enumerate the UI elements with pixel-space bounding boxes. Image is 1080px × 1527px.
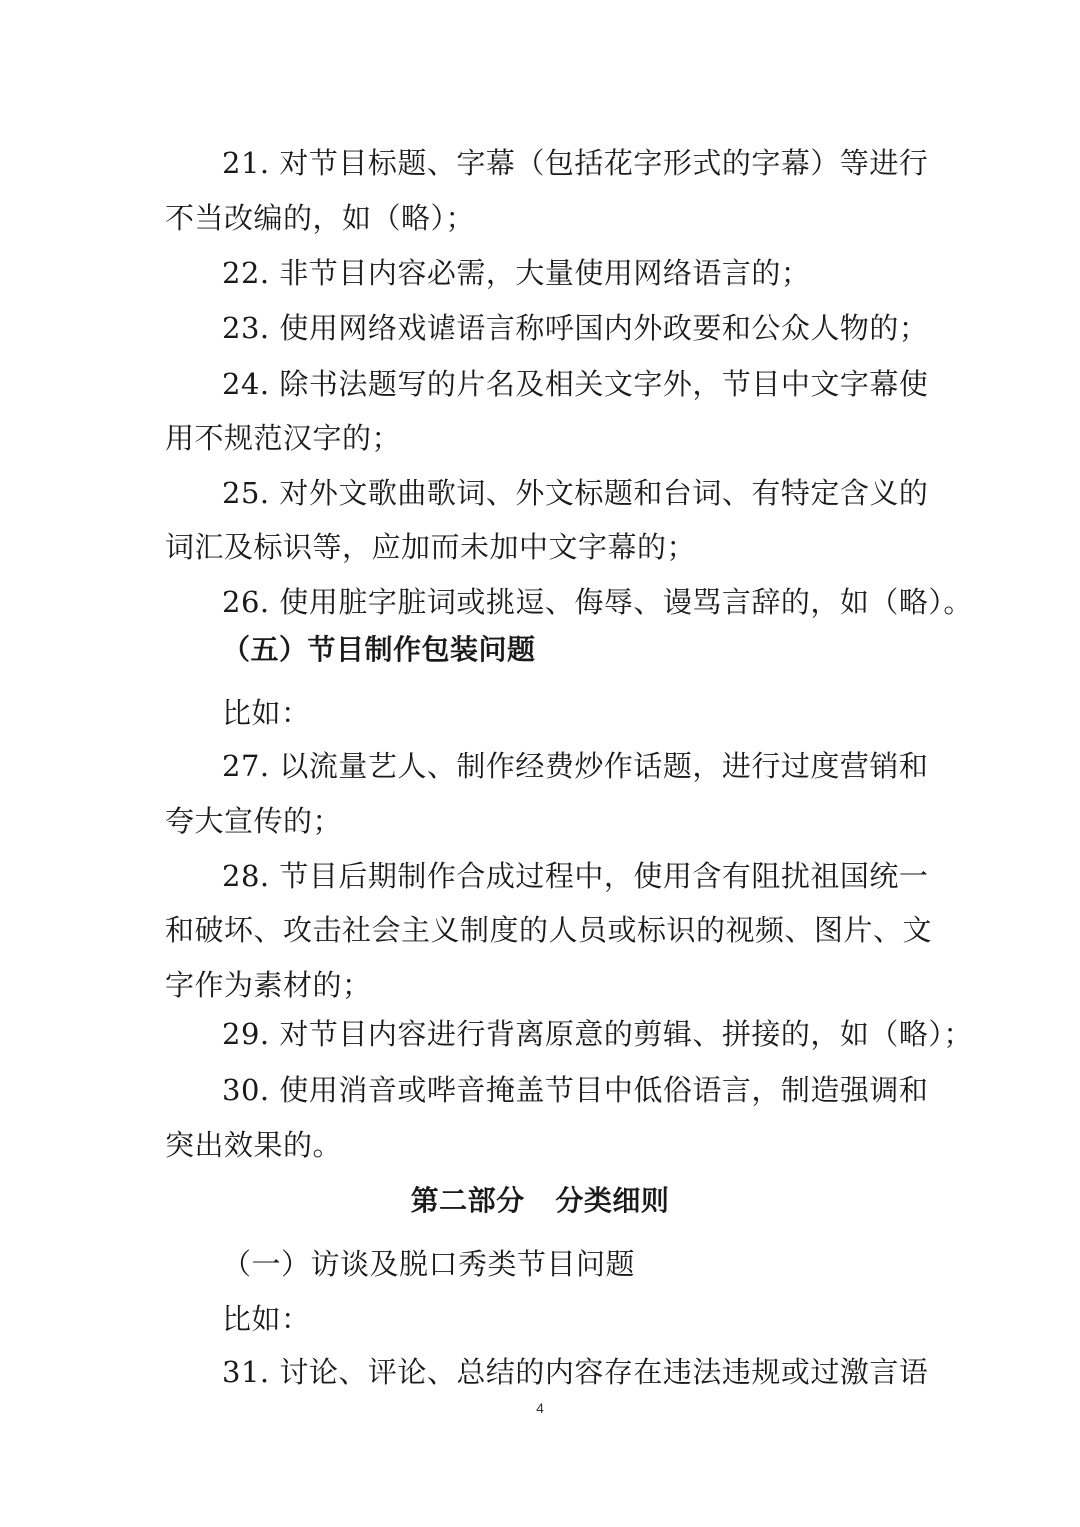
item-27-line-1: 27. 以流量艺人、制作经费炒作话题，进行过度营销和 (222, 749, 929, 783)
item-29: 29. 对节目内容进行背离原意的剪辑、拼接的，如（略）； (222, 1017, 973, 1051)
item-30-line-2: 突出效果的。 (165, 1128, 343, 1162)
item-21-line-1: 21. 对节目标题、字幕（包括花字形式的字幕）等进行 (222, 146, 929, 180)
section-heading-5: （五）节目制作包装问题 (222, 633, 536, 666)
item-21-line-2: 不当改编的，如（略）； (165, 201, 476, 235)
item-25-line-1: 25. 对外文歌曲歌词、外文标题和台词、有特定含义的 (222, 476, 929, 510)
item-23: 23. 使用网络戏谑语言称呼国内外政要和公众人物的； (222, 311, 929, 345)
item-22: 22. 非节目内容必需，大量使用网络语言的； (222, 256, 811, 290)
item-28-line-2: 和破坏、攻击社会主义制度的人员或标识的视频、图片、文 (165, 913, 933, 947)
item-24-line-1: 24. 除书法题写的片名及相关文字外，节目中文字幕使 (222, 367, 929, 401)
item-26: 26. 使用脏字脏词或挑逗、侮辱、谩骂言辞的，如（略）。 (222, 585, 973, 619)
item-31: 31. 讨论、评论、总结的内容存在违法违规或过激言语 (222, 1355, 929, 1389)
item-24-line-2: 用不规范汉字的； (165, 421, 402, 455)
item-28-line-1: 28. 节目后期制作合成过程中，使用含有阻扰祖国统一 (222, 859, 929, 893)
item-25-line-2: 词汇及标识等，应加而未加中文字幕的； (165, 530, 697, 564)
page-number: 4 (536, 1400, 544, 1416)
item-30-line-1: 30. 使用消音或哔音掩盖节目中低俗语言，制造强调和 (222, 1073, 929, 1107)
item-28-line-3: 字作为素材的； (165, 968, 372, 1002)
intro-text: 比如： (222, 696, 311, 730)
section-heading-1: （一）访谈及脱口秀类节目问题 (222, 1247, 636, 1281)
intro-text: 比如： (222, 1302, 311, 1336)
part-title: 第二部分 分类细则 (410, 1184, 670, 1217)
item-27-line-2: 夸大宣传的； (165, 804, 343, 838)
